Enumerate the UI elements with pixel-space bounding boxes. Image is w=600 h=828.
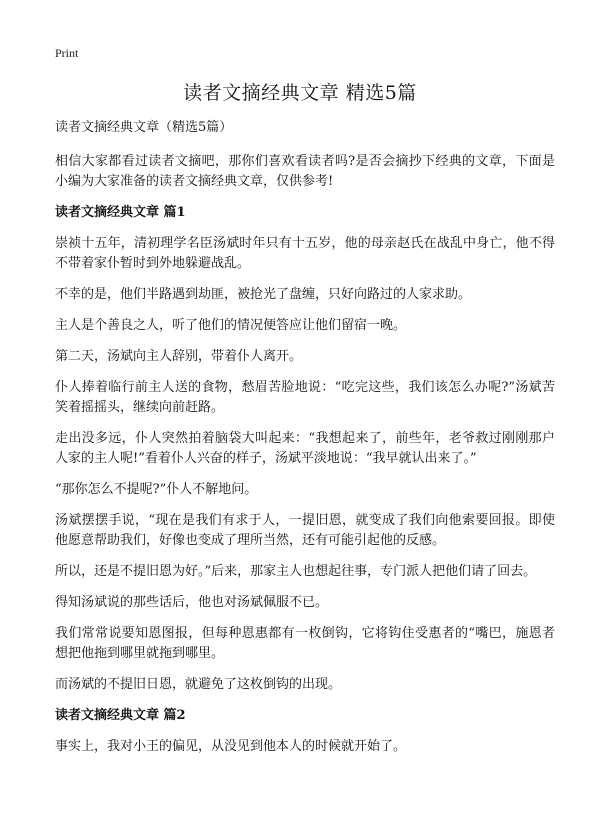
paragraph: 汤斌摆摆手说，“现在是我们有求于人，一提旧恩，就变成了我们向他索要回报。即使他愿意帮助我们，好像也变成了理所当然，还有可能引起他的反感。 (55, 513, 555, 548)
paragraph: 走出没多远，仆人突然拍着脑袋大叫起来：“我想起来了，前些年，老爷救过刚刚那户人家的主人呢!”看着仆人兴奋的样子，汤斌平淡地说：“我早就认出来了。” (55, 431, 555, 466)
paragraph: 仆人捧着临行前主人送的食物，愁眉苦脸地说：“吃完这些，我们该怎么办呢?”汤斌苦笑着摇摇头，继续向前赶路。 (55, 380, 555, 415)
paragraph: “那你怎么不提呢?”仆人不解地问。 (55, 482, 258, 497)
paragraph: 事实上，我对小王的偏见，从没见到他本人的时候就开始了。 (55, 739, 407, 754)
section-heading: 读者文摘经典文章 篇1 (55, 205, 186, 220)
paragraph: 崇祯十五年，清初理学名臣汤斌时年只有十五岁，他的母亲赵氏在战乱中身亡，他不得不带着家仆暂时到外地躲避战乱。 (55, 236, 555, 271)
page-title: 读者文摘经典文章 精选5篇 (183, 82, 417, 104)
paragraph: 我们常常说要知恩图报，但每种恩惠都有一枚倒钩，它将钩住受惠者的“嘴巴，施恩者想把他拖到哪里就拖到哪里。 (55, 626, 555, 661)
document-subtitle: 读者文摘经典文章（精选5篇） (55, 120, 233, 135)
paragraph: 主人是个善良之人，听了他们的情况便答应让他们留宿一晚。 (55, 318, 407, 333)
section-1 (55, 203, 555, 695)
section-heading: 读者文摘经典文章 篇2 (55, 708, 186, 723)
intro-paragraph: 相信大家都看过读者文摘吧，那你们喜欢看读者吗?是否会摘抄下经典的文章，下面是小编为大家准备的读者文摘经典文章，仅供参考! (55, 154, 555, 189)
section-2 (55, 706, 555, 757)
paragraph: 而汤斌的不提旧日恩，就避免了这枚倒钩的出现。 (55, 677, 342, 692)
paragraph: 第二天，汤斌向主人辞别，带着仆人离开。 (55, 349, 303, 364)
document-body (55, 118, 555, 768)
paragraph: 不幸的是，他们半路遇到劫匪，被抢光了盘缠，只好向路过的人家求助。 (55, 287, 472, 302)
print-link[interactable]: Print (55, 46, 79, 60)
paragraph: 得知汤斌说的那些话后，他也对汤斌佩服不已。 (55, 595, 329, 610)
paragraph: 所以，还是不提旧恩为好。”后来，那家主人也想起往事，专门派人把他们请了回去。 (55, 564, 537, 579)
